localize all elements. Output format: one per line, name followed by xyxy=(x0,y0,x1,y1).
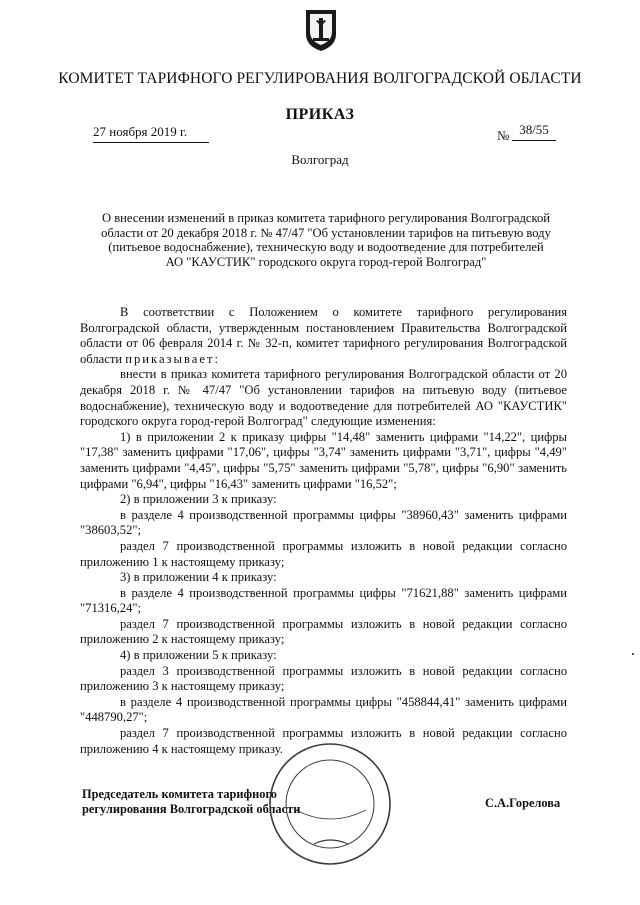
city: Волгоград xyxy=(291,152,349,167)
organization-title: КОМИТЕТ ТАРИФНОГО РЕГУЛИРОВАНИЯ ВОЛГОГРАДСКОЙ ОБЛАСТИ xyxy=(58,70,582,87)
body-paragraph: раздел 7 производственной программы изложить в новой редакции согласно приложению 2 к настоящему приказу; xyxy=(80,616,567,647)
intro-paragraph xyxy=(80,305,567,367)
body-paragraph: раздел 7 производственной программы изложить в новой редакции согласно приложению 4 к настоящему приказу. xyxy=(80,726,567,756)
document-body xyxy=(80,305,567,757)
body-paragraph: раздел 3 производственной программы изложить в новой редакции согласно приложению 3 к настоящему приказу; xyxy=(80,663,567,694)
body-paragraph: 1) в приложении 2 к приказу цифры "14,48" заменить цифрами "14,22", цифры "17,38" заменить цифрами "17,06", цифры "3,74" заменить цифрами "3,71", цифры "4,49" заменить цифрами "4,45", цифры "5,75" заменить цифрами "5,78", цифры "6,90" заменить цифрами "6,94", цифры "16,43" заменить цифрами "16,52"; xyxy=(80,429,567,491)
document-type: ПРИКАЗ xyxy=(285,106,355,123)
signatory-name: С.А.Горелова xyxy=(485,796,561,810)
decree-word: приказывает: xyxy=(125,351,220,366)
body-paragraph: в разделе 4 производственной программы цифры "458844,41" заменить цифрами "448790,27"; xyxy=(80,694,567,725)
body-paragraph: 2) в приложении 3 к приказу: xyxy=(120,492,277,507)
intro-text: В соответствии с Положением о комитете тарифного регулирования Волгоградской области, утвержденным постановлением Правительства Волгоградской области от 06 февраля 2014 г. № 32-п, комитет тарифного регулирования Волгоградской области xyxy=(80,305,567,366)
document-date: 27 ноября 2019 г. xyxy=(93,124,209,143)
body-paragraph: внести в приказ комитета тарифного регулирования Волгоградской области от 20 декабря 2018 г. № 47/47 "Об установлении тарифов на питьевую воду (питьевое водоснабжение), техническую воду и водоотведение для потребителей АО "КАУСТИК" городского округа город-герой Волгоград" следующие изменения: xyxy=(80,367,567,429)
body-paragraph: в разделе 4 производственной программы цифры "71621,88" заменить цифрами "71316,24"; xyxy=(80,585,567,616)
document-number: 38/55 xyxy=(512,122,556,141)
body-paragraph: в разделе 4 производственной программы цифры "38960,43" заменить цифрами "38603,52"; xyxy=(80,507,567,538)
signatory-position: Председатель комитета тарифного регулирования Волгоградской области xyxy=(82,787,301,816)
body-paragraph: 3) в приложении 4 к приказу: xyxy=(120,570,277,585)
body-paragraph: 4) в приложении 5 к приказу: xyxy=(120,648,277,663)
document-subject: О внесении изменений в приказ комитета тарифного регулирования Волгоградской области от 20 декабря 2018 г. № 47/47 "Об установлении тарифов на питьевую воду (питьевое водоснабжение), техническую воду и водоотведение для потребителей АО "КАУСТИК" городского округа город-герой Волгоград" xyxy=(101,211,551,269)
body-paragraph: раздел 7 производственной программы изложить в новой редакции согласно приложению 1 к настоящему приказу; xyxy=(80,538,567,569)
number-label: № xyxy=(497,128,510,143)
volgograd-coat-of-arms-icon xyxy=(304,8,338,52)
scan-dot xyxy=(632,653,634,655)
